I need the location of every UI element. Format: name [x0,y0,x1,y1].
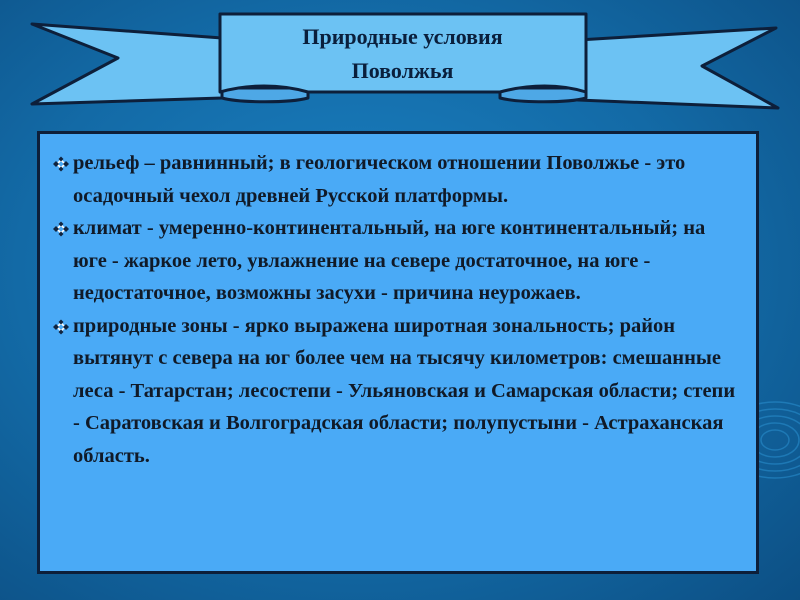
list-item-text: климат - умеренно-континентальный, на юге континентальный; на юге - жаркое лето, увлажнение на севере достаточное, на юге - недостаточное, возможны засухи - причина неурожаев. [73,217,706,304]
list-item-natural-zones [52,310,738,473]
diamond-bullet-icon [52,221,70,237]
slide-title-line-2: Поволжья [351,58,454,83]
list-item-relief [52,147,738,212]
list-item-climate [52,212,738,310]
ribbon-right-tail [578,28,778,108]
diamond-bullet-icon [52,319,70,335]
diamond-bullet-icon [52,156,70,172]
list-item-text: природные зоны - ярко выражена широтная зональность; район вытянут с севера на юг более чем на тысячу километров: смешанные леса - Татарстан; лесостепи - Ульяновская и Самарская области; степи - Саратовская и Волгоградская области; полупустыни - Астраханская область. [73,314,736,467]
content-panel [37,131,759,574]
slide-title-line-1: Природные условия [302,24,503,49]
ribbon-left-tail [32,24,222,104]
slide-title [220,18,585,90]
list-item-text: рельеф – равнинный; в геологическом отношении Поволжье - это осадочный чехол древней Русской платформы. [73,152,686,207]
